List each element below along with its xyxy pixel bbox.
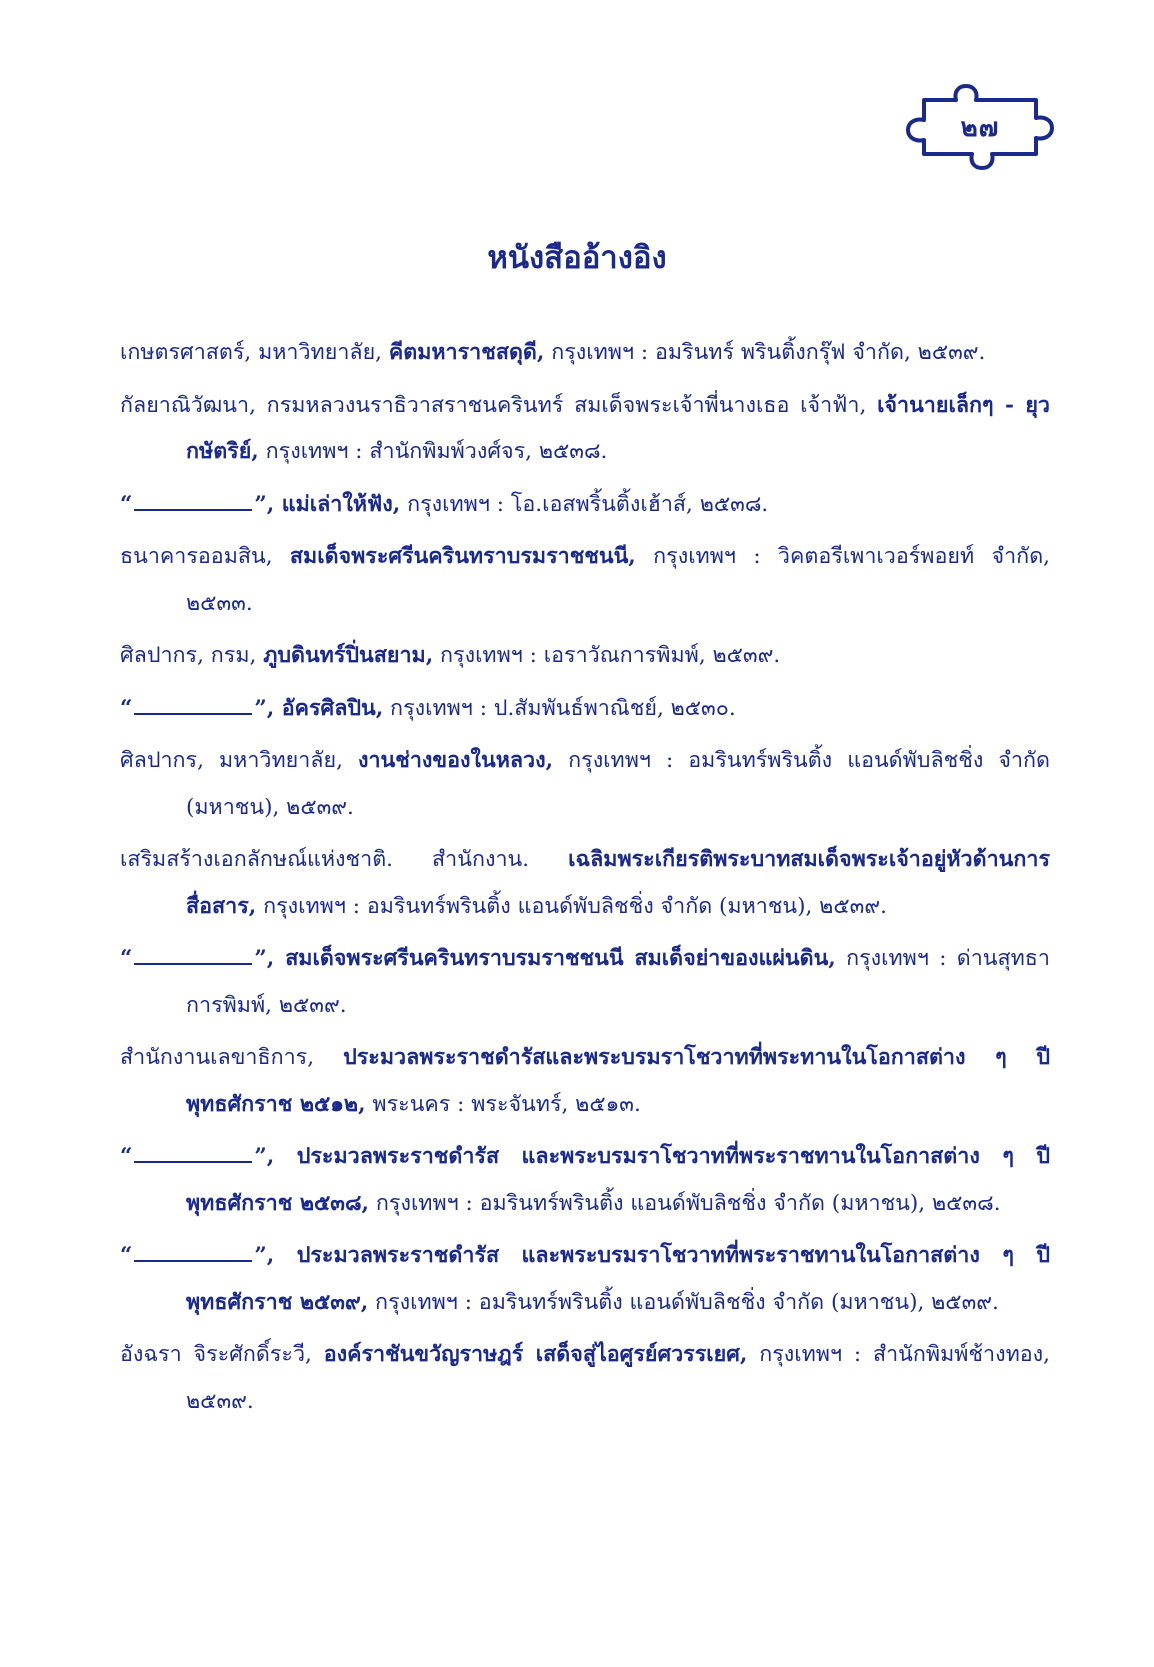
ditto-open-quote: “ [120, 946, 133, 971]
page-title: หนังสืออ้างอิง [487, 240, 667, 276]
bibliography-list [120, 330, 1050, 1431]
ditto-open-quote: “ [120, 491, 133, 517]
ditto-close-quote: ”, [254, 695, 282, 721]
entry-publication: กรุงเทพฯ : โอ.เอสพริ้นติ้งเฮ้าส์, ๒๕๓๘. [400, 491, 769, 517]
ditto-close-quote: ”, [254, 491, 282, 517]
entry-publication: กรุงเทพฯ : ด่านสุทธาการพิมพ์, ๒๕๓๙. [186, 946, 1050, 1018]
entry-author: สำนักงานเลขาธิการ, [120, 1045, 344, 1070]
entry-publication: กรุงเทพฯ : เอราวัณการพิมพ์, ๒๕๓๙. [433, 643, 781, 668]
entry-publication: กรุงเทพฯ : อมรินทร์พรินติ้ง แอนด์พับลิชชิ่ง จำกัด (มหาชน), ๒๕๓๙. [368, 1289, 999, 1315]
entry-title: ประมวลพระราชดำรัสและพระบรมราโชวาทที่พระทานในโอกาสต่าง ๆ ปีพุทธศักราช ๒๕๑๒, [186, 1045, 1050, 1117]
entry-title: เฉลิมพระเกียรติพระบาทสมเด็จพระเจ้าอยู่หัวด้านการสื่อสาร, [186, 847, 1050, 919]
entry-title: สมเด็จพระศรีนครินทราบรมราชชนนี สมเด็จย่าของแผ่นดิน, [285, 946, 836, 971]
entry-publication: กรุงเทพฯ : สำนักพิมพ์ช้างทอง, ๒๕๓๙. [186, 1342, 1050, 1414]
entry-title: สมเด็จพระศรีนครินทราบรมราชชนนี, [289, 544, 636, 569]
entry-author: เกษตรศาสตร์, มหาวิทยาลัย, [120, 340, 389, 365]
entry-title: งานช่างของในหลวง, [357, 748, 554, 773]
ditto-line [134, 489, 252, 511]
bibliography-entry [120, 837, 1050, 930]
entry-title: แม่เล่าให้ฟัง, [281, 491, 401, 517]
bibliography-entry [120, 936, 1050, 1029]
ditto-close-quote: ”, [254, 946, 286, 971]
entry-publication: กรุงเทพฯ : วิคตอรีเพาเวอร์พอยท์ จำกัด, ๒๕๓๓. [186, 544, 1050, 616]
page-number-badge [904, 82, 1056, 172]
bibliography-entry [120, 482, 1050, 529]
ditto-line [134, 693, 252, 715]
ditto-line [134, 1141, 252, 1163]
bibliography-entry [120, 534, 1050, 627]
bibliography-entry [120, 383, 1050, 476]
ditto-close-quote: ”, [254, 1144, 297, 1169]
bibliography-entry [120, 686, 1050, 733]
bibliography-entry [120, 738, 1050, 831]
entry-author: กัลยาณิวัฒนา, กรมหลวงนราธิวาสราชนครินทร์ สมเด็จพระเจ้าพี่นางเธอ เจ้าฟ้า, [120, 392, 878, 418]
entry-publication: กรุงเทพฯ : อมรินทร์พรินติ้ง แอนด์พับลิชชิ่ง จำกัด (มหาชน), ๒๕๓๘. [369, 1190, 1001, 1216]
entry-author: ศิลปากร, กรม, [120, 643, 264, 668]
ditto-close-quote: ”, [254, 1243, 297, 1268]
ditto-line [134, 1240, 252, 1262]
entry-author: อังฉรา จิระศักดิ์ระวี, [120, 1342, 324, 1367]
entry-publication: กรุงเทพฯ : อมรินทร์ พรินติ้งกรุ๊ฟ จำกัด, ๒๕๓๙. [544, 340, 986, 365]
entry-title: ภูบดินทร์ปิ่นสยาม, [263, 643, 434, 668]
entry-author: ธนาคารออมสิน, [120, 544, 290, 569]
entry-publication: กรุงเทพฯ : อมรินทร์พรินติ้ง แอนด์พับลิชชิ่ง จำกัด (มหาชน), ๒๕๓๙. [186, 748, 1050, 820]
bibliography-entry [120, 1035, 1050, 1128]
page-number: ๒๗ [960, 112, 1000, 143]
ditto-open-quote: “ [120, 1243, 133, 1268]
entry-title: ประมวลพระราชดำรัส และพระบรมราโชวาทที่พระราชทานในโอกาสต่าง ๆ ปีพุทธศักราช ๒๕๓๙, [186, 1243, 1050, 1315]
entry-title: องค์ราชันขวัญราษฎร์ เสด็จสู่ไอศูรย์ศวรรเยศ, [323, 1342, 748, 1367]
entry-publication: กรุงเทพฯ : สำนักพิมพ์วงศ์จร, ๒๕๓๘. [258, 439, 608, 464]
entry-title: ประมวลพระราชดำรัส และพระบรมราโชวาทที่พระราชทานในโอกาสต่าง ๆ ปีพุทธศักราช ๒๕๓๘, [186, 1144, 1050, 1216]
entry-publication: พระนคร : พระจันทร์, ๒๕๑๓. [365, 1091, 641, 1117]
entry-title: คีตมหาราชสดุดี, [388, 340, 545, 365]
entry-publication: กรุงเทพฯ : อมรินทร์พรินติ้ง แอนด์พับลิชชิ่ง จำกัด (มหาชน), ๒๕๓๙. [256, 893, 887, 919]
bibliography-entry [120, 1332, 1050, 1425]
entry-author: เสริมสร้างเอกลักษณ์แห่งชาติ. สำนักงาน. [120, 847, 569, 872]
bibliography-entry [120, 633, 1050, 680]
entry-title: เจ้านายเล็กๆ - ยุวกษัตริย์, [186, 392, 1050, 464]
bibliography-entry [120, 1134, 1050, 1227]
bibliography-entry [120, 1233, 1050, 1326]
bibliography-entry [120, 330, 1050, 377]
ditto-open-quote: “ [120, 1144, 133, 1169]
entry-publication: กรุงเทพฯ : ป.สัมพันธ์พาณิชย์, ๒๕๓๐. [383, 695, 736, 721]
ditto-line [134, 943, 252, 965]
ditto-open-quote: “ [120, 695, 133, 721]
entry-author: ศิลปากร, มหาวิทยาลัย, [120, 748, 358, 773]
entry-title: อัครศิลปิน, [281, 695, 384, 721]
